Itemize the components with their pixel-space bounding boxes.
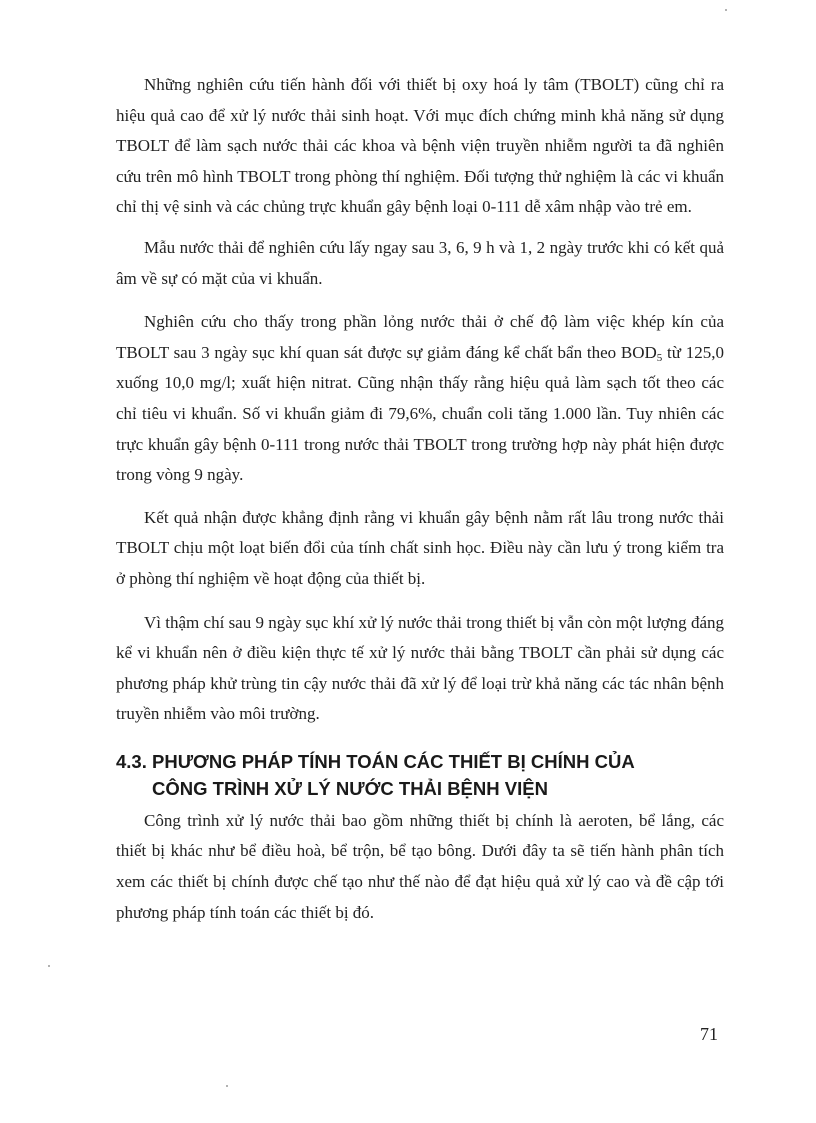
section-heading [116, 748, 724, 802]
body-text [116, 70, 724, 939]
paragraph-samples: Mẫu nước thải để nghiên cứu lấy ngay sau 3, 6, 9 h và 1, 2 ngày trước khi có kết quả âm về sự có mặt của vi khuẩn. [116, 237, 724, 288]
paragraph-research-results-part2: từ 125,0 xuống 10,0 mg/l; xuất hiện nitrat. Cũng nhận thấy rằng hiệu quả làm sạch tốt theo các chỉ tiêu vi khuẩn. Số vi khuẩn giảm đi 79,6%, chuẩn coli tăng 1.000 lần. Tuy nhiên các trực khuẩn gây bệnh 0-111 trong nước thải TBOLT trong trường hợp này phát hiện được trong vòng 9 ngày. [116, 342, 725, 485]
page-number: 71 [700, 1024, 718, 1044]
paragraph-conclusion: Kết quả nhận được khẳng định rằng vi khuẩn gây bệnh nằm rất lâu trong nước thải TBOLT chịu một loạt biến đổi của tính chất sinh học. Điều này cần lưu ý trong kiểm tra ở phòng thí nghiệm về hoạt động của thiết bị. [116, 507, 724, 588]
bod-subscript: 5 [656, 351, 663, 364]
scan-speck [725, 9, 727, 11]
section-title-line1: PHƯƠNG PHÁP TÍNH TOÁN CÁC THIẾT BỊ CHÍNH CỦA [152, 750, 635, 772]
scan-speck [226, 1085, 228, 1087]
paragraph-research-results [116, 307, 724, 491]
section-title-line2: CÔNG TRÌNH XỬ LÝ NƯỚC THẢI BỆNH VIỆN [152, 777, 548, 799]
paragraph-disinfection: Vì thậm chí sau 9 ngày sục khí xử lý nước thải trong thiết bị vẫn còn một lượng đáng kể vi khuẩn nên ở điều kiện thực tế xử lý nước thải bằng TBOLT cần phải sử dụng các phương pháp khử trùng tin cậy nước thải đã xử lý để loại trừ khả năng các tác nhân bệnh truyền nhiễm vào môi trường. [116, 612, 724, 724]
paragraph-tbolt-studies: Những nghiên cứu tiến hành đối với thiết bị oxy hoá ly tâm (TBOLT) cũng chỉ ra hiệu quả cao để xử lý nước thải sinh hoạt. Với mục đích chứng minh khả năng sử dụng TBOLT để làm sạch nước thải các khoa và bệnh viện truyền nhiễm người ta đã nghiên cứu trên mô hình TBOLT trong phòng thí nghiệm. Đối tượng thử nghiệm là các vi khuẩn chỉ thị vệ sinh và các chủng trực khuẩn gây bệnh loại 0-111 dễ xâm nhập vào trẻ em. [116, 75, 724, 217]
section-number: 4.3. [116, 750, 147, 772]
scan-speck [48, 965, 50, 967]
paragraph-section-intro: Công trình xử lý nước thải bao gồm những thiết bị chính là aeroten, bể lắng, các thiết bị khác như bể điều hoà, bể trộn, bể tạo bông. Dưới đây ta sẽ tiến hành phân tích xem các thiết bị chính được chế tạo như thế nào để đạt hiệu quả xử lý cao và đề cập tới phương pháp tính toán các thiết bị đó. [116, 810, 724, 922]
paragraph-research-results-part1: Nghiên cứu cho thấy trong phần lỏng nước thải ở chế độ làm việc khép kín của TBOLT sau 3 ngày sục khí quan sát được sự giảm đáng kể chất bẩn theo BOD [116, 312, 724, 362]
